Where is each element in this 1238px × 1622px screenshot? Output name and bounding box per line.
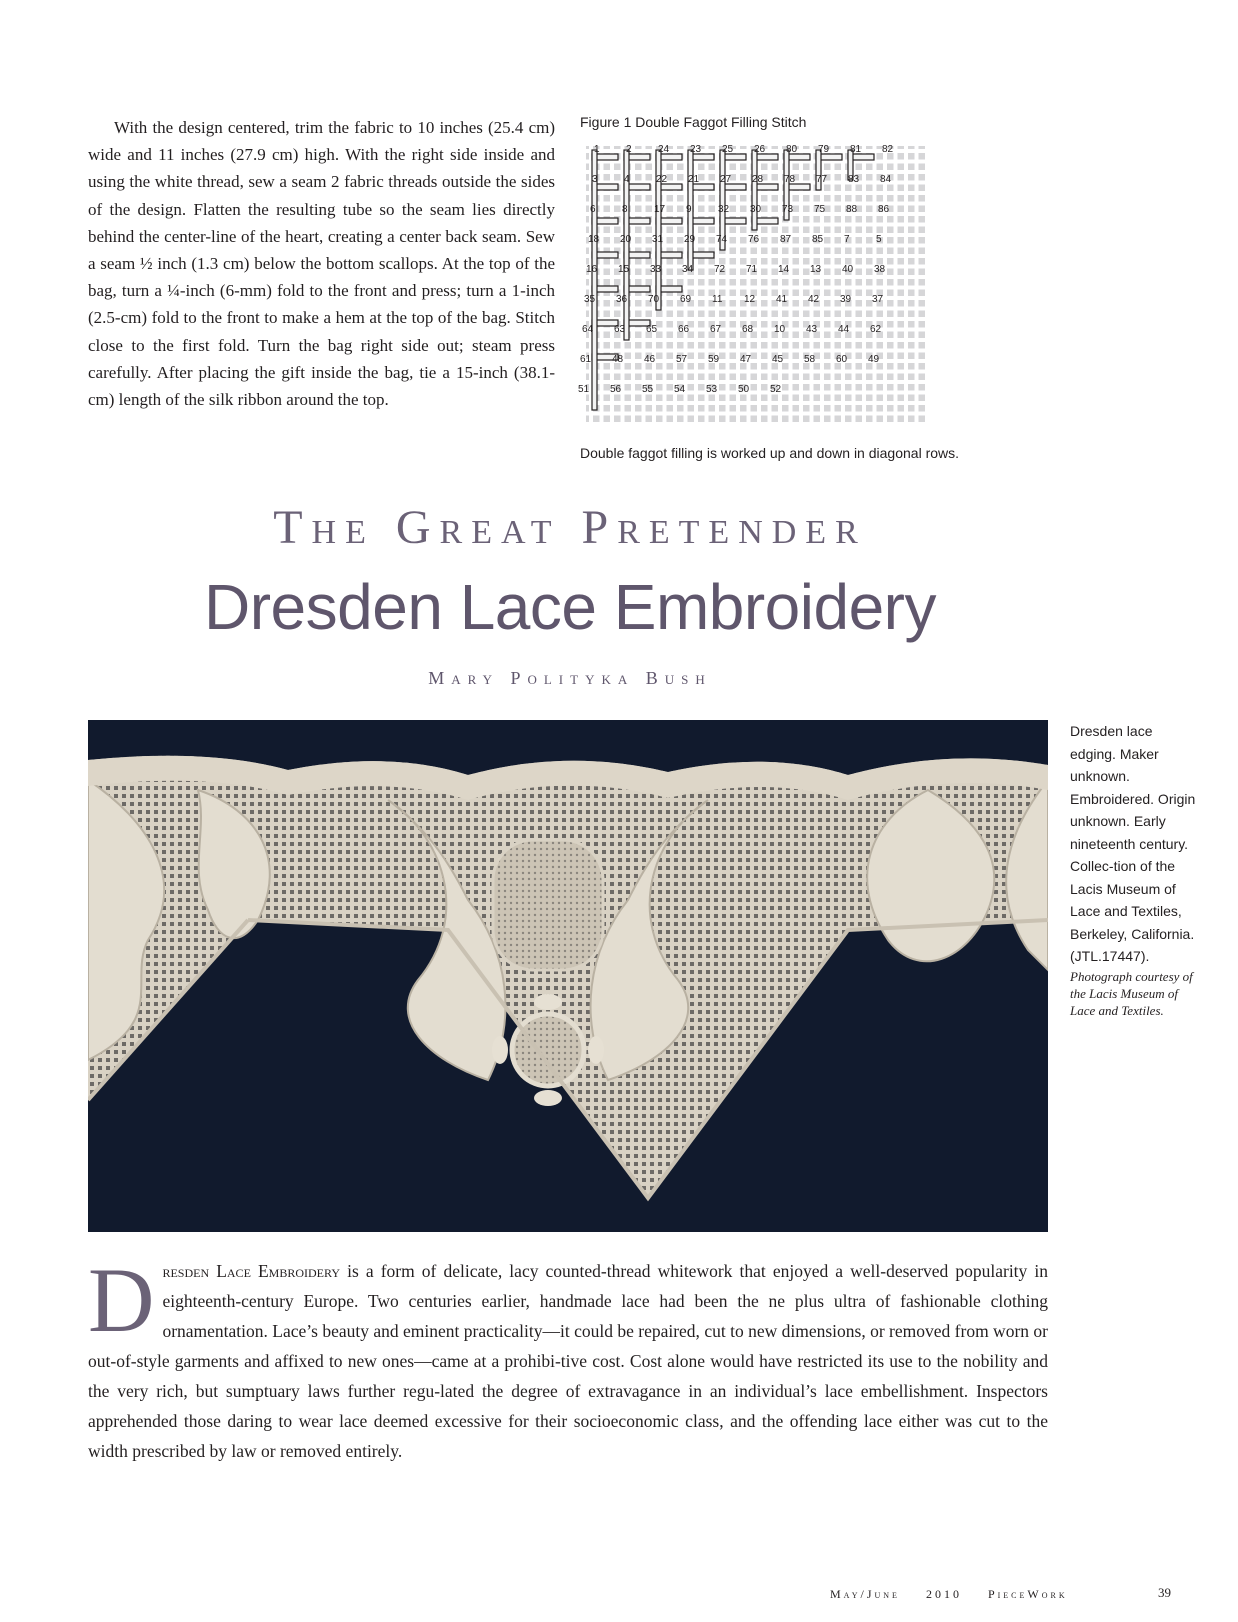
stitch-number: 63 bbox=[614, 324, 626, 335]
stitch-number: 51 bbox=[578, 384, 590, 395]
stitch-number: 76 bbox=[748, 234, 760, 245]
stitch-number: 73 bbox=[782, 204, 794, 215]
stitch-number: 58 bbox=[804, 354, 816, 365]
stitch-number: 88 bbox=[846, 204, 858, 215]
stitch-number: 16 bbox=[586, 264, 598, 275]
stitch-number: 47 bbox=[740, 354, 752, 365]
stitch-number: 27 bbox=[720, 174, 732, 185]
stitch-number: 83 bbox=[848, 174, 860, 185]
stitch-bar bbox=[592, 150, 597, 410]
stitch-number: 78 bbox=[784, 174, 796, 185]
stitch-number: 46 bbox=[644, 354, 656, 365]
stitch-number: 11 bbox=[712, 294, 723, 305]
stitch-number: 70 bbox=[648, 294, 660, 305]
intro-paragraph: With the design centered, trim the fabric to 10 inches (25.4 cm) wide and 11 inches (27.9 cm) high. With the right side inside and using the white thread, sew a seam 2 fabric threads outside the sides of the design. Flatten the resulting tube so the seam lies directly behind the center-line of the heart, creating a center back seam. Sew a seam ½ inch (1.3 cm) below the bottom scallops. At the top of the bag, turn a ¼-inch (6-mm) fold to the front and press; turn a 1-inch (2.5-cm) fold to the front to make a hem at the top of the bag. Stitch close to the first fold. Turn the bag right side out; steam press carefully. After placing the gift inside the bag, tie a 15-inch (38.1-cm) length of the silk ribbon around the top. bbox=[88, 118, 555, 410]
stitch-number: 52 bbox=[770, 384, 782, 395]
stitch-number: 61 bbox=[580, 354, 592, 365]
photo-caption-text: Dresden lace edging. Maker unknown. Embroidered. Origin unknown. Early nineteenth century. Collec-tion of the Lacis Museum of Lace and Textiles, Berkeley, California. (JTL.17447). bbox=[1070, 723, 1196, 964]
stitch-number: 34 bbox=[682, 264, 694, 275]
stitch-grid bbox=[578, 140, 938, 440]
stitch-number: 44 bbox=[838, 324, 850, 335]
stitch-number: 24 bbox=[658, 144, 670, 155]
stitch-number: 29 bbox=[684, 234, 696, 245]
stitch-number: 21 bbox=[688, 174, 700, 185]
stitch-number: 85 bbox=[812, 234, 824, 245]
stitch-number: 48 bbox=[612, 354, 624, 365]
stitch-number: 71 bbox=[746, 264, 758, 275]
stitch-number: 67 bbox=[710, 324, 722, 335]
grid-thread-horizontal bbox=[586, 380, 926, 384]
stitch-number: 38 bbox=[874, 264, 886, 275]
stitch-number: 75 bbox=[814, 204, 826, 215]
grid-thread-horizontal bbox=[586, 422, 926, 426]
stitch-number: 79 bbox=[818, 144, 830, 155]
stitch-number: 56 bbox=[610, 384, 622, 395]
stitch-number: 32 bbox=[718, 204, 730, 215]
stitch-number: 39 bbox=[840, 294, 852, 305]
stitch-number: 54 bbox=[674, 384, 686, 395]
stitch-number: 23 bbox=[690, 144, 702, 155]
grid-thread-horizontal bbox=[586, 307, 926, 311]
stitch-number: 66 bbox=[678, 324, 690, 335]
stitch-number: 13 bbox=[810, 264, 822, 275]
running-footer bbox=[830, 1587, 1170, 1602]
stitch-number: 8 bbox=[622, 204, 628, 215]
stitch-number: 41 bbox=[776, 294, 788, 305]
grid-thread-horizontal bbox=[586, 370, 926, 374]
stitch-number: 87 bbox=[780, 234, 792, 245]
stitch-number: 15 bbox=[618, 264, 630, 275]
stitch-number: 65 bbox=[646, 324, 658, 335]
stitch-number: 25 bbox=[722, 144, 734, 155]
footer-year: 2010 bbox=[925, 1587, 962, 1601]
lace-photograph bbox=[88, 720, 1048, 1232]
grid-thread-horizontal bbox=[586, 401, 926, 405]
stitch-number: 26 bbox=[754, 144, 766, 155]
stitch-number: 20 bbox=[620, 234, 632, 245]
stitch-number: 53 bbox=[706, 384, 718, 395]
article-author: Mary Polityka Bush bbox=[428, 668, 712, 688]
stitch-number: 14 bbox=[778, 264, 790, 275]
lace-edging-image bbox=[88, 720, 1048, 1232]
photo-credit: Photograph courtesy of the Lacis Museum of Lace and Textiles. bbox=[1070, 968, 1193, 1018]
stitch-number: 6 bbox=[590, 204, 596, 215]
grid-thread-horizontal bbox=[586, 275, 926, 279]
stitch-number: 77 bbox=[816, 174, 828, 185]
stitch-number: 31 bbox=[652, 234, 664, 245]
lead-in: resden Lace Embroidery bbox=[162, 1261, 341, 1281]
stitch-number: 59 bbox=[708, 354, 720, 365]
footer-issue: May/June bbox=[830, 1587, 900, 1601]
stitch-number: 28 bbox=[752, 174, 764, 185]
grid-thread-horizontal bbox=[586, 412, 926, 416]
stitch-number: 12 bbox=[744, 294, 756, 305]
stitch-number: 22 bbox=[656, 174, 668, 185]
figure-title: Figure 1 Double Faggot Filling Stitch bbox=[580, 114, 807, 130]
article-kicker: The Great Pretender bbox=[273, 501, 867, 554]
stitch-number: 74 bbox=[716, 234, 728, 245]
article-title: Dresden Lace Embroidery bbox=[204, 571, 936, 643]
stitch-number: 62 bbox=[870, 324, 882, 335]
stitch-number: 18 bbox=[588, 234, 600, 245]
grid-thread-horizontal bbox=[586, 349, 926, 353]
body-text: is a form of delicate, lacy counted-thread whitework that enjoyed a well-deserved popularity in eighteenth-century Europe. Two centuries earlier, handmade lace had been the ne plus ultra of fashionable clothing ornamentation. Lace’s beauty and eminent practicality—it could be repaired, cut to new dimensions, or removed from worn or out-of-style garments and affixed to new ones—came at a prohibi-tive cost. Cost alone would have restricted its use to the nobility and the very rich, but sumptuary laws further regu-lated the degree of extravagance in an individual’s lace embellishment. Inspectors apprehended those daring to wear lace deemed excessive for their socioeconomic class, and the offending lace either was cut to the width prescribed by law or removed entirely. bbox=[88, 1261, 1048, 1461]
stitch-number: 30 bbox=[750, 204, 762, 215]
drop-cap: D bbox=[88, 1249, 155, 1351]
stitch-number: 69 bbox=[680, 294, 692, 305]
stitch-number: 68 bbox=[742, 324, 754, 335]
stitch-number: 37 bbox=[872, 294, 884, 305]
page-number: 39 bbox=[1158, 1585, 1171, 1600]
stitch-number: 7 bbox=[844, 234, 850, 245]
stitch-number: 82 bbox=[882, 144, 894, 155]
stitch-number: 86 bbox=[878, 204, 890, 215]
body-paragraph bbox=[88, 1249, 1048, 1466]
stitch-number: 84 bbox=[880, 174, 892, 185]
stitch-diagram bbox=[578, 140, 938, 440]
stitch-number: 60 bbox=[836, 354, 848, 365]
stitch-number: 55 bbox=[642, 384, 654, 395]
grid-thread-horizontal bbox=[586, 391, 926, 395]
stitch-number: 40 bbox=[842, 264, 854, 275]
stitch-number: 1 bbox=[594, 144, 600, 155]
photo-caption bbox=[1070, 720, 1200, 1019]
stitch-number: 50 bbox=[738, 384, 750, 395]
stitch-number: 80 bbox=[786, 144, 798, 155]
stitch-number: 3 bbox=[592, 174, 598, 185]
stitch-number: 33 bbox=[650, 264, 662, 275]
stitch-number: 10 bbox=[774, 324, 786, 335]
stitch-number: 35 bbox=[584, 294, 596, 305]
figure-caption: Double faggot filling is worked up and down in diagonal rows. bbox=[580, 445, 960, 461]
stitch-number: 17 bbox=[654, 204, 666, 215]
stitch-number: 5 bbox=[876, 234, 882, 245]
stitch-number: 9 bbox=[686, 204, 692, 215]
grid-thread-horizontal bbox=[586, 338, 926, 342]
stitch-number: 64 bbox=[582, 324, 594, 335]
stitch-number: 57 bbox=[676, 354, 688, 365]
stitch-number: 45 bbox=[772, 354, 784, 365]
stitch-number: 4 bbox=[624, 174, 630, 185]
stitch-number: 2 bbox=[626, 144, 632, 155]
stitch-number: 72 bbox=[714, 264, 726, 275]
stitch-number: 43 bbox=[806, 324, 818, 335]
stitch-bar bbox=[752, 150, 757, 230]
stitch-number: 81 bbox=[850, 144, 862, 155]
stitch-number: 42 bbox=[808, 294, 820, 305]
stitch-number: 36 bbox=[616, 294, 628, 305]
stitch-number: 49 bbox=[868, 354, 880, 365]
footer-magazine: PieceWork bbox=[987, 1587, 1068, 1601]
